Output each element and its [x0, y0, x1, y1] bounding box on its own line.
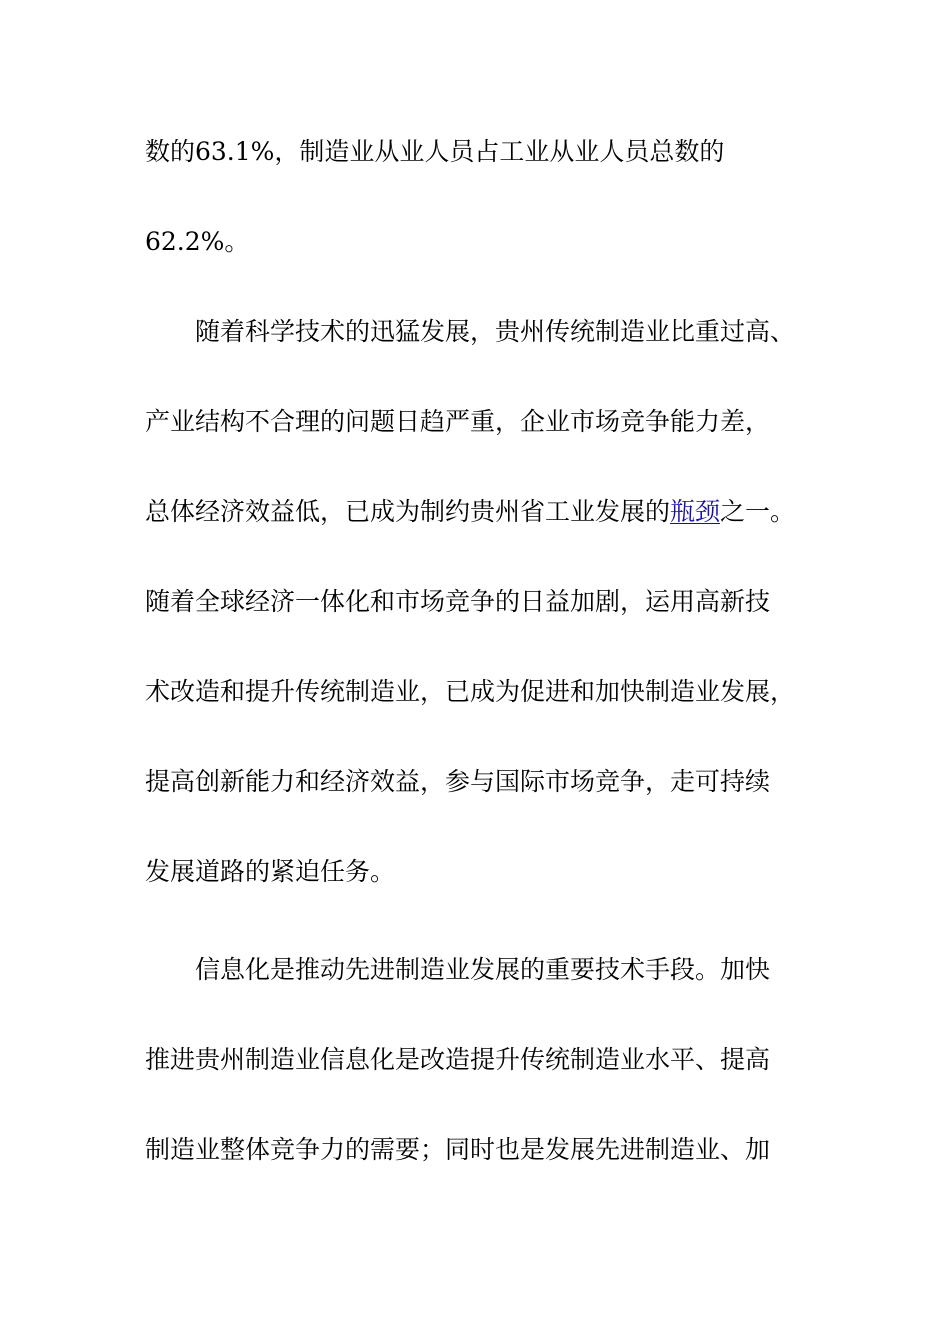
paragraph-2-line-3	[145, 497, 795, 527]
paragraph-2-line-6: 提高创新能力和经济效益，参与国际市场竞争，走可持续	[145, 767, 771, 796]
paragraph-3-line-2: 推进贵州制造业信息化是改造提升传统制造业水平、提高	[145, 1045, 771, 1074]
paragraph-3-line-1: 信息化是推动先进制造业发展的重要技术手段。加快	[195, 955, 771, 984]
paragraph-3-line-3: 制造业整体竞争力的需要；同时也是发展先进制造业、加	[145, 1135, 771, 1164]
paragraph-1-line-1: 数的63.1%，制造业从业人员占工业从业人员总数的	[145, 137, 725, 166]
paragraph-2-line-2: 产业结构不合理的问题日趋严重，企业市场竞争能力差，	[145, 407, 771, 436]
paragraph-2-line-1: 随着科学技术的迅猛发展，贵州传统制造业比重过高、	[195, 317, 796, 346]
paragraph-2-line-5: 术改造和提升传统制造业，已成为促进和加快制造业发展，	[145, 677, 796, 706]
paragraph-1-line-2: 62.2%。	[145, 227, 250, 256]
bottleneck-link[interactable]: 瓶颈	[670, 497, 721, 526]
paragraph-2-line-3-text-after: 之一。	[720, 497, 796, 526]
paragraph-2-line-3-text-before: 总体经济效益低，已成为制约贵州省工业发展的	[145, 497, 671, 526]
paragraph-2-line-4: 随着全球经济一体化和市场竞争的日益加剧，运用高新技	[145, 587, 771, 616]
paragraph-2-line-7: 发展道路的紧迫任务。	[145, 857, 396, 886]
